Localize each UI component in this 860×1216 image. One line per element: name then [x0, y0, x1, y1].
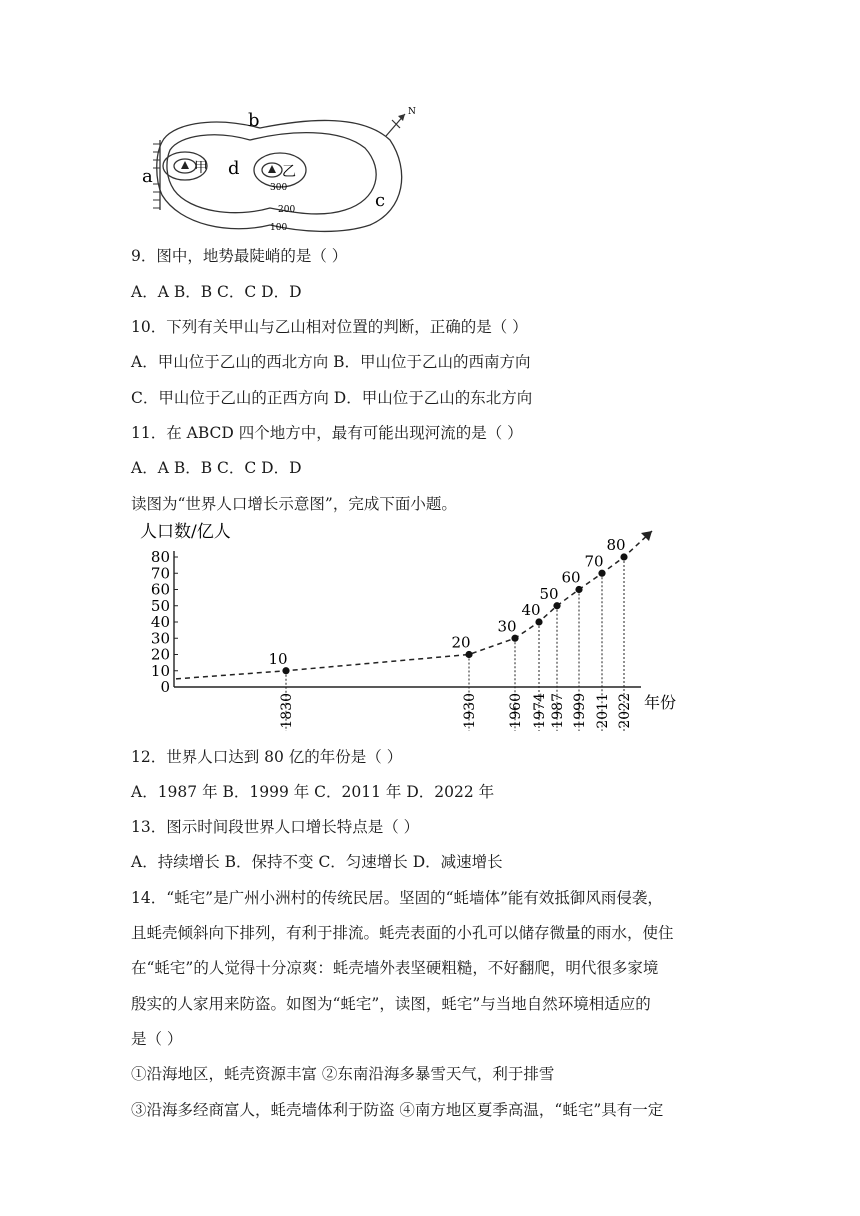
data-label: 60 [561, 568, 581, 587]
q14-line-1: 14．“蚝宅”是广州小洲村的传统民居。坚固的“蚝墙体”能有效抵御风雨侵袭， [131, 889, 663, 907]
q11-stem: 11．在 ABCD 四个地方中，最有可能出现河流的是（ ） [131, 424, 523, 442]
population-chart [136, 515, 696, 740]
q13-options: A．持续增长 B．保持不变 C．匀速增长 D．减速增长 [131, 853, 503, 871]
label-yi: 乙 [282, 164, 296, 180]
chart-ylabel: 人口数/亿人 [140, 522, 231, 542]
label-a: a [142, 166, 153, 187]
data-point [598, 570, 605, 577]
label-b: b [248, 110, 260, 131]
data-point [511, 635, 518, 642]
data-label: 80 [606, 536, 626, 554]
y-tick-label: 20 [150, 645, 170, 664]
data-point [553, 602, 560, 609]
x-tick-label: 2011 [595, 693, 611, 729]
x-tick-label: 1974 [532, 693, 548, 729]
q14-line-4: 殷实的人家用来防盗。如图为“蚝宅”，读图，蚝宅”与当地自然环境相适应的 [131, 995, 651, 1013]
y-tick-label: 50 [150, 596, 170, 615]
y-tick-label: 60 [150, 580, 170, 599]
q14-choice-line-2: ③沿海多经商富人，蚝壳墙体利于防盗 ④南方地区夏季高温，“蚝宅”具有一定 [131, 1101, 664, 1119]
contour-value-200: 200 [278, 205, 296, 215]
y-tick-label: 30 [150, 629, 170, 648]
x-tick-label: 1999 [572, 693, 588, 729]
y-tick-label: 0 [160, 678, 170, 696]
chart-xlabel: 年份 [644, 693, 677, 712]
q14-choice-line-1: ①沿海地区，蚝壳资源丰富 ②东南沿海多暴雪天气，利于排雪 [131, 1065, 555, 1083]
x-tick-label: 1960 [508, 693, 524, 729]
x-tick-label: 2022 [617, 693, 633, 729]
contour-value-300: 300 [270, 183, 288, 193]
contour-value-100: 100 [270, 223, 288, 233]
q9-stem: 9．图中，地势最陡峭的是（ ） [131, 247, 348, 265]
x-tick-label: 1930 [462, 693, 478, 729]
contour-map [140, 100, 430, 240]
q9-options: A．A B．B C．C D．D [131, 283, 302, 301]
label-c: c [375, 190, 386, 211]
q12-stem: 12．世界人口达到 80 亿的年份是（ ） [131, 748, 403, 766]
intro-text: 读图为“世界人口增长示意图”，完成下面小题。 [131, 495, 457, 513]
north-arrow-icon [386, 107, 416, 136]
y-tick-label: 70 [150, 564, 170, 583]
data-point [575, 586, 582, 593]
q12-options: A．1987 年 B．1999 年 C．2011 年 D．2022 年 [131, 783, 495, 801]
q14-line-3: 在“蚝宅”的人觉得十分凉爽：蚝壳墙外表坚硬粗糙，不好翻爬，明代很多家境 [131, 959, 659, 977]
data-label: 10 [268, 649, 288, 668]
data-point [535, 618, 542, 625]
y-tick-label: 40 [150, 613, 170, 631]
q10-stem: 10．下列有关甲山与乙山相对位置的判断，正确的是（ ） [131, 318, 528, 336]
svg-text:N: N [408, 107, 416, 117]
data-point [282, 667, 289, 674]
data-label: 50 [539, 584, 559, 603]
label-d: d [228, 158, 240, 179]
data-label: 40 [521, 601, 541, 619]
data-point [465, 651, 472, 658]
y-tick-label: 10 [150, 661, 170, 680]
data-point [620, 553, 627, 560]
y-tick-label: 80 [150, 548, 170, 566]
q14-line-5: 是（ ） [131, 1030, 183, 1048]
label-jia: 甲 [194, 160, 208, 176]
q13-stem: 13．图示时间段世界人口增长特点是（ ） [131, 818, 420, 836]
q14-line-2: 且蚝壳倾斜向下排列，有利于排流。蚝壳表面的小孔可以储存微量的雨水，使住 [131, 924, 674, 942]
trend-line [176, 531, 652, 679]
x-tick-label: 1987 [550, 693, 566, 729]
q10-options-2: C．甲山位于乙山的正西方向 D．甲山位于乙山的东北方向 [131, 389, 533, 407]
data-label: 70 [584, 552, 604, 571]
data-label: 20 [451, 633, 471, 652]
q11-options: A．A B．B C．C D．D [131, 459, 302, 477]
data-label: 30 [497, 617, 517, 636]
x-tick-label: 1830 [279, 693, 295, 729]
q10-options-1: A．甲山位于乙山的西北方向 B．甲山位于乙山的西南方向 [131, 353, 531, 371]
